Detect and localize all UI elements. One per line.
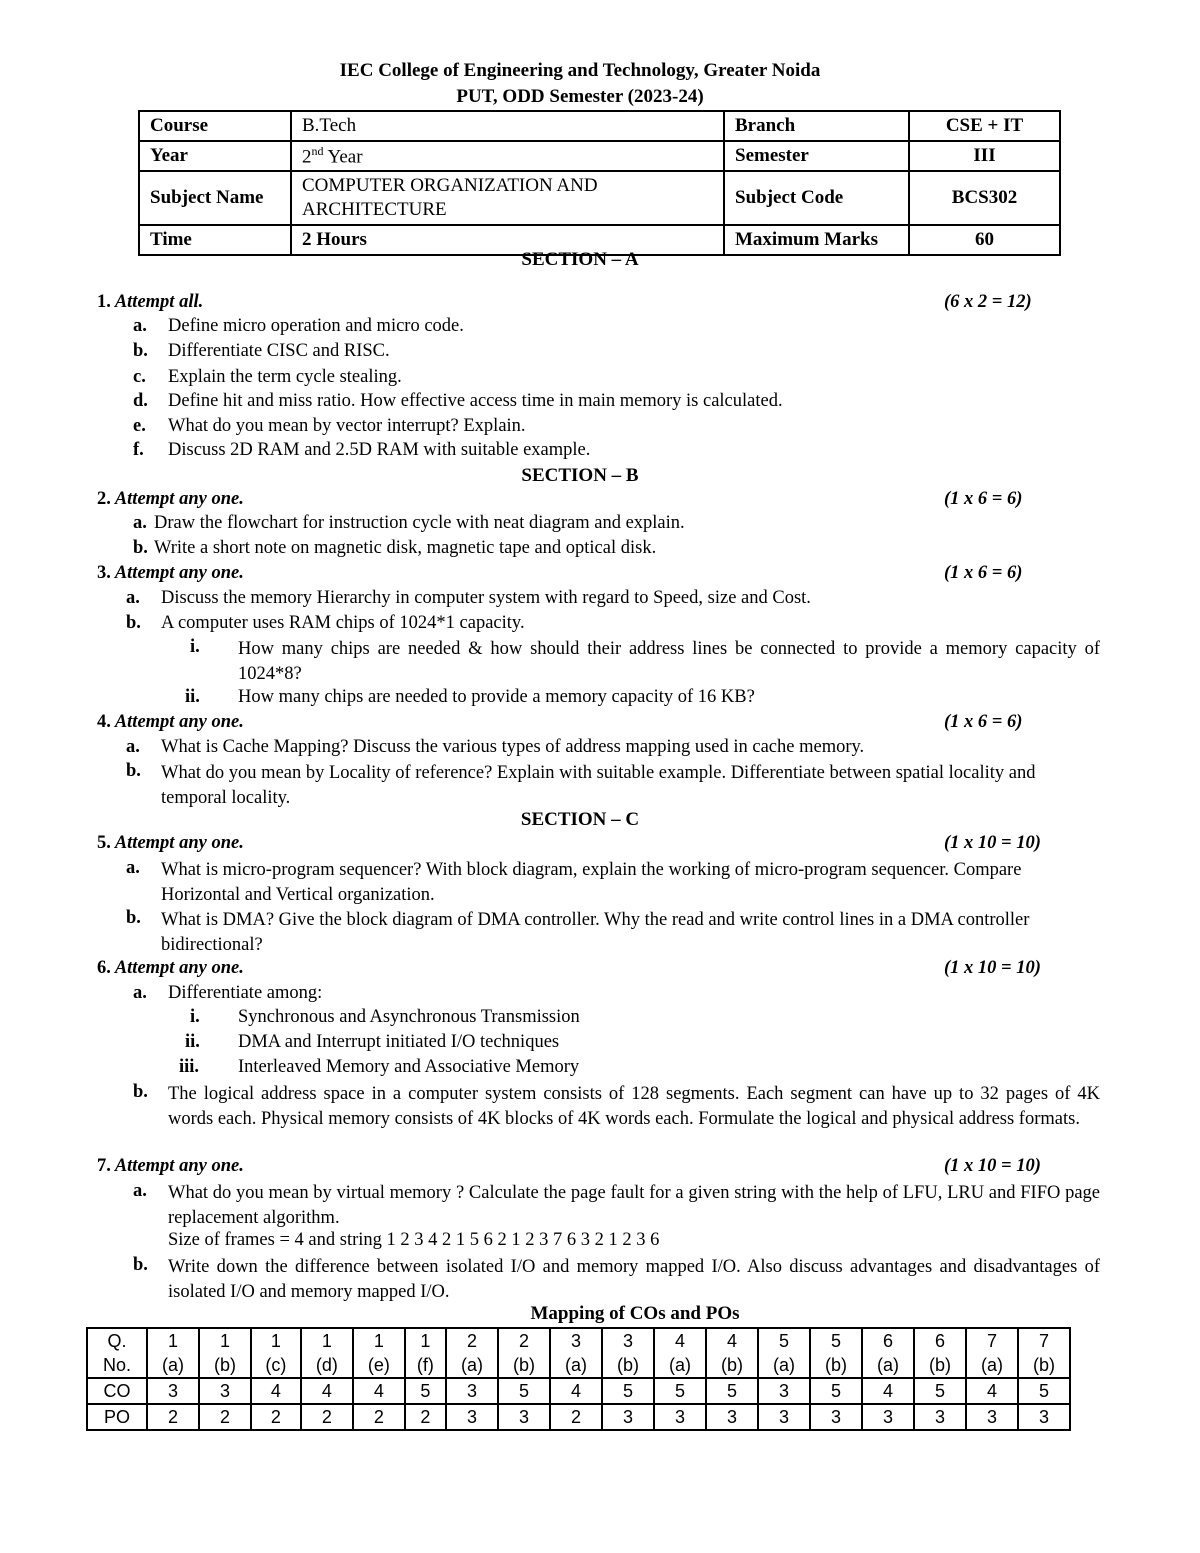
po-cell: 3	[810, 1404, 862, 1430]
time-value: 2 Hours	[291, 225, 724, 255]
subject-name-label: Subject Name	[139, 171, 291, 225]
subject-code-value: BCS302	[909, 171, 1060, 225]
q4b-text: What do you mean by Locality of reference? Explain with suitable example. Differentiate between spatial locality and temporal locality.	[161, 763, 1036, 808]
q7b-label: b.	[133, 1255, 148, 1275]
q6aiii-text: Interleaved Memory and Associative Memory	[238, 1057, 580, 1077]
q7a-frames: Size of frames = 4 and string 1 2 3 4 2 1 5 6 2 1 2 3 7 6 3 2 1 2 3 6	[168, 1230, 660, 1250]
q-no-cell: 1 (f)	[405, 1328, 446, 1378]
q-no-cell: 6 (a)	[862, 1328, 914, 1378]
q6-marks: (1 x 10 = 10)	[944, 958, 1041, 978]
co-cell: 5	[405, 1378, 446, 1404]
q5b-label: b.	[126, 908, 141, 928]
po-cell: 3	[1018, 1404, 1070, 1430]
max-marks-label: Maximum Marks	[724, 225, 909, 255]
q1d-label: d.	[133, 391, 148, 411]
q2-heading: 2. Attempt any one.	[97, 489, 244, 509]
q1e-text: What do you mean by vector interrupt? Explain.	[168, 416, 526, 436]
q3a-label: a.	[126, 588, 140, 608]
q6b-label: b.	[133, 1082, 148, 1102]
q2b-text: Write a short note on magnetic disk, magnetic tape and optical disk.	[154, 538, 657, 558]
semester-label: Semester	[724, 141, 909, 171]
q6b-text: The logical address space in a computer system consists of 128 segments. Each segment can have up to 32 pages of 4K words each. Physical memory consists of 4K blocks of 4K words each. Formulate the logical and physical address formats.	[168, 1084, 1100, 1129]
q1-heading: 1. Attempt all.	[97, 292, 204, 312]
co-cell: 5	[498, 1378, 550, 1404]
po-cell: 3	[758, 1404, 810, 1430]
q3bii-label: ii.	[185, 687, 200, 707]
q-no-cell: 3 (a)	[550, 1328, 602, 1378]
co-header: CO	[87, 1378, 147, 1404]
subject-code-label: Subject Code	[724, 171, 909, 225]
q6ai-label: i.	[190, 1007, 200, 1027]
po-cell: 2	[251, 1404, 301, 1430]
q6aii-label: ii.	[185, 1032, 200, 1052]
co-cell: 3	[147, 1378, 199, 1404]
mapping-title: Mapping of COs and POs	[530, 1303, 740, 1324]
q1c-text: Explain the term cycle stealing.	[168, 367, 402, 387]
po-cell: 2	[353, 1404, 405, 1430]
q6aii-text: DMA and Interrupt initiated I/O techniques	[238, 1032, 560, 1052]
q3a-text: Discuss the memory Hierarchy in computer system with regard to Speed, size and Cost.	[161, 588, 811, 608]
q3b-label: b.	[126, 613, 141, 633]
q4-heading: 4. Attempt any one.	[97, 712, 244, 732]
q1f-text: Discuss 2D RAM and 2.5D RAM with suitable example.	[168, 440, 591, 460]
po-cell: 2	[199, 1404, 251, 1430]
college-title: IEC College of Engineering and Technology, Greater Noida	[339, 60, 821, 81]
q7b-text: Write down the difference between isolated I/O and memory mapped I/O. Also discuss advantages and disadvantages of isolated I/O and memory mapped I/O.	[168, 1257, 1100, 1302]
table-row	[87, 1404, 1070, 1430]
q1d-text: Define hit and miss ratio. How effective access time in main memory is calculated.	[168, 391, 783, 411]
po-cell: 3	[602, 1404, 654, 1430]
q1f-label: f.	[133, 440, 144, 460]
co-cell: 4	[301, 1378, 353, 1404]
q-no-cell: 2 (a)	[446, 1328, 498, 1378]
q1a-text: Define micro operation and micro code.	[168, 316, 464, 336]
po-cell: 3	[706, 1404, 758, 1430]
po-header: PO	[87, 1404, 147, 1430]
q4b-label: b.	[126, 761, 141, 781]
q-no-cell: 1 (e)	[353, 1328, 405, 1378]
subject-name-value: COMPUTER ORGANIZATION AND ARCHITECTURE	[291, 171, 724, 225]
branch-label: Branch	[724, 111, 909, 141]
q3-heading: 3. Attempt any one.	[97, 563, 244, 583]
q3-marks: (1 x 6 = 6)	[944, 563, 1023, 583]
po-cell: 2	[147, 1404, 199, 1430]
q-no-cell: 7 (a)	[966, 1328, 1018, 1378]
table-row	[87, 1328, 1070, 1378]
q-no-cell: 1 (b)	[199, 1328, 251, 1378]
co-cell: 4	[353, 1378, 405, 1404]
po-cell: 2	[405, 1404, 446, 1430]
branch-value: CSE + IT	[909, 111, 1060, 141]
q-no-cell: 7 (b)	[1018, 1328, 1070, 1378]
course-label: Course	[139, 111, 291, 141]
q4a-label: a.	[126, 737, 140, 757]
q7a-text: What do you mean by virtual memory ? Calculate the page fault for a given string with the help of LFU, LRU and FIFO page replacement algorithm.	[168, 1183, 1100, 1228]
q-no-header: Q. No.	[87, 1328, 147, 1378]
course-value: B.Tech	[291, 111, 724, 141]
co-cell: 3	[199, 1378, 251, 1404]
q6ai-text: Synchronous and Asynchronous Transmission	[238, 1007, 580, 1027]
q5-marks: (1 x 10 = 10)	[944, 833, 1041, 853]
q-no-cell: 3 (b)	[602, 1328, 654, 1378]
q2a-label: a.	[133, 513, 147, 533]
q2-marks: (1 x 6 = 6)	[944, 489, 1023, 509]
co-po-mapping-table	[86, 1327, 1071, 1431]
q1-marks: (6 x 2 = 12)	[944, 292, 1032, 312]
q-no-cell: 1 (d)	[301, 1328, 353, 1378]
co-cell: 3	[758, 1378, 810, 1404]
semester-value: III	[909, 141, 1060, 171]
po-cell: 3	[914, 1404, 966, 1430]
q6-heading: 6. Attempt any one.	[97, 958, 244, 978]
po-cell: 3	[966, 1404, 1018, 1430]
section-c-heading: SECTION – C	[520, 809, 640, 830]
q1e-label: e.	[133, 416, 146, 436]
q3bii-text: How many chips are needed to provide a memory capacity of 16 KB?	[238, 687, 755, 707]
q7-marks: (1 x 10 = 10)	[944, 1156, 1041, 1176]
section-b-heading: SECTION – B	[521, 465, 639, 486]
section-a-heading: SECTION – A	[521, 249, 639, 270]
q4a-text: What is Cache Mapping? Discuss the various types of address mapping used in cache memory.	[161, 737, 865, 757]
q-no-cell: 5 (a)	[758, 1328, 810, 1378]
q-no-cell: 4 (a)	[654, 1328, 706, 1378]
q3bi-label: i.	[190, 637, 200, 657]
q6a-text: Differentiate among:	[168, 983, 323, 1003]
course-info-table	[138, 110, 1061, 256]
year-label: Year	[139, 141, 291, 171]
co-cell: 5	[914, 1378, 966, 1404]
co-cell: 5	[1018, 1378, 1070, 1404]
co-cell: 3	[446, 1378, 498, 1404]
q1a-label: a.	[133, 316, 147, 336]
q1c-label: c.	[133, 367, 146, 387]
q5-heading: 5. Attempt any one.	[97, 833, 244, 853]
q3bi-text: How many chips are needed & how should their address lines be connected to provide a memory capacity of 1024*8?	[238, 639, 1100, 684]
co-cell: 4	[550, 1378, 602, 1404]
po-cell: 2	[550, 1404, 602, 1430]
q1b-label: b.	[133, 341, 148, 361]
co-cell: 4	[862, 1378, 914, 1404]
q-no-cell: 2 (b)	[498, 1328, 550, 1378]
po-cell: 2	[301, 1404, 353, 1430]
q5b-text: What is DMA? Give the block diagram of DMA controller. Why the read and write control lines in a DMA controller bidirectional?	[161, 910, 1030, 955]
q6aiii-label: iii.	[179, 1057, 200, 1077]
exam-title: PUT, ODD Semester (2023-24)	[456, 86, 704, 107]
q7-heading: 7. Attempt any one.	[97, 1156, 244, 1176]
max-marks-value: 60	[909, 225, 1060, 255]
q5a-text: What is micro-program sequencer? With block diagram, explain the working of micro-program sequencer. Compare Horizontal and Vertical organization.	[161, 860, 1022, 905]
q7a-label: a.	[133, 1181, 147, 1201]
co-cell: 5	[810, 1378, 862, 1404]
q-no-cell: 4 (b)	[706, 1328, 758, 1378]
q-no-cell: 1 (c)	[251, 1328, 301, 1378]
po-cell: 3	[498, 1404, 550, 1430]
time-label: Time	[139, 225, 291, 255]
co-cell: 5	[654, 1378, 706, 1404]
q-no-cell: 1 (a)	[147, 1328, 199, 1378]
co-cell: 5	[706, 1378, 758, 1404]
co-cell: 4	[251, 1378, 301, 1404]
q2b-label: b.	[133, 538, 148, 558]
q6a-label: a.	[133, 983, 147, 1003]
q1b-text: Differentiate CISC and RISC.	[168, 341, 390, 361]
q5a-label: a.	[126, 858, 140, 878]
co-cell: 4	[966, 1378, 1018, 1404]
po-cell: 3	[446, 1404, 498, 1430]
year-value: 2nd Year	[291, 141, 724, 171]
table-row	[87, 1378, 1070, 1404]
q3b-text: A computer uses RAM chips of 1024*1 capacity.	[161, 613, 525, 633]
q4-marks: (1 x 6 = 6)	[944, 712, 1023, 732]
q-no-cell: 6 (b)	[914, 1328, 966, 1378]
q-no-cell: 5 (b)	[810, 1328, 862, 1378]
co-cell: 5	[602, 1378, 654, 1404]
po-cell: 3	[654, 1404, 706, 1430]
q2a-text: Draw the flowchart for instruction cycle with neat diagram and explain.	[154, 513, 685, 533]
po-cell: 3	[862, 1404, 914, 1430]
